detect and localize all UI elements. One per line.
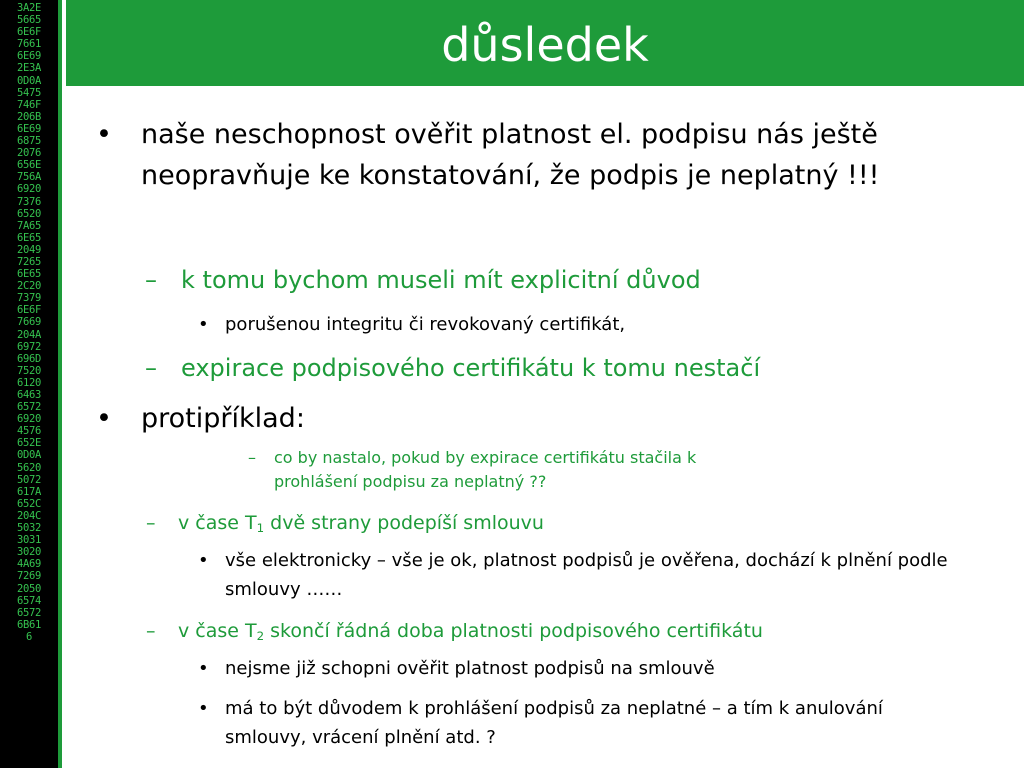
hex-line: 617A [16,485,42,498]
bullet-marker: • [96,403,112,434]
title-bar [66,0,1024,86]
sub-bullet-text-t2 [178,616,966,646]
sub-bullet-item [66,508,966,538]
dash-marker: – [146,512,156,534]
hex-line: 6E65 [16,231,42,244]
hex-line: 5665 [16,14,42,27]
hex-line: 7520 [16,364,42,377]
sub-bullet-text: k tomu bychom museli mít explicitní důvod [181,266,701,294]
hex-line: 2049 [16,243,42,256]
hex-line: 6572 [16,401,42,414]
hex-code-column [0,2,58,643]
t2-prefix: v čase T [178,620,257,642]
sub-sub-bullet-item [66,310,966,339]
hex-line: 3031 [16,534,42,547]
t1-prefix: v čase T [178,512,257,534]
dash-marker: – [145,354,157,382]
bullet-text: protipříklad: [141,403,305,434]
sub-sub-bullet-item [66,654,966,683]
hex-line: 6574 [16,594,42,607]
hex-line: 3020 [16,546,42,559]
sub-sub-bullet-item [66,546,966,604]
hex-line: 2C20 [16,280,42,293]
hex-line: 3A2E [16,2,42,14]
bullet-marker: • [198,658,209,679]
t1-suffix: dvě strany podepíší smlouvu [264,512,544,534]
hex-line: 6875 [16,135,42,148]
hex-line: 4A69 [16,558,42,571]
hex-line: 6E65 [16,268,42,281]
bullet-marker: • [198,698,209,719]
hex-line: 4576 [16,425,42,438]
hex-line: 6520 [16,207,42,220]
t1-subscript: 1 [256,520,265,535]
sub-bullet-text-t1 [178,508,966,538]
hex-line: 7661 [16,38,42,51]
bullet-marker: • [198,550,209,571]
hex-line: 652E [16,437,42,450]
hex-line: 204C [16,509,42,522]
t2-suffix: skončí řádná doba platnosti podpisového certifikátu [264,620,763,642]
sub-sub-bullet-text: má to být důvodem k prohlášení podpisů za neplatné – a tím k anulování smlouvy, vrácení plnění atd. ? [225,698,883,748]
hex-line: 7265 [16,255,42,268]
hex-line: 204A [16,328,42,341]
hex-line: 6E69 [16,50,42,63]
hex-line: 5072 [16,473,42,486]
hex-line: 7669 [16,316,42,329]
dash-marker: – [145,266,157,294]
note-item [66,446,806,494]
hex-line: 6572 [16,606,42,619]
hex-line: 6920 [16,183,42,196]
hex-line: 0D0A [16,74,42,87]
hex-line: 5032 [16,522,42,535]
hex-line: 6120 [16,376,42,389]
hex-line: 7269 [16,570,42,583]
hex-line: 6E6F [16,26,42,39]
bullet-item [66,398,966,439]
hex-sidebar [0,0,62,768]
hex-line: 7A65 [16,219,42,232]
hex-line: 652C [16,497,42,510]
hex-line: 6E69 [16,122,42,135]
hex-line: 6920 [16,413,42,426]
hex-line: 2076 [16,147,42,160]
sub-bullet-item [66,616,966,646]
sub-bullet-item [66,264,966,296]
sub-sub-bullet-item [66,694,966,752]
hex-line: 2E3A [16,62,42,75]
hex-line: 206B [16,110,42,123]
dash-marker: – [146,620,156,642]
hex-line: 756A [16,171,42,184]
slide-title: důsledek [441,18,649,72]
slide-content [66,86,1024,768]
bullet-marker: • [96,119,112,150]
hex-line: 7376 [16,195,42,208]
hex-line: 6972 [16,340,42,353]
hex-line: 6B61 [16,618,42,631]
sub-bullet-item [66,352,966,384]
hex-line: 656E [16,159,42,172]
sub-bullet-text: expirace podpisového certifikátu k tomu nestačí [181,354,761,382]
dash-marker: – [248,448,256,467]
bullet-marker: • [198,314,209,335]
hex-line: 746F [16,98,42,111]
t2-subscript: 2 [256,628,265,643]
bullet-text: naše neschopnost ověřit platnost el. podpisu nás ještě neopravňuje ke konstatování, že podpis je neplatný !!! [141,119,880,191]
hex-line: 5475 [16,86,42,99]
sub-sub-bullet-text: vše elektronicky – vše je ok, platnost podpisů je ověřena, dochází k plnění podle smlouvy …… [225,550,948,600]
hex-line: 5620 [16,461,42,474]
hex-line: 6 [25,630,33,643]
sub-sub-bullet-text: porušenou integritu či revokovaný certifikát, [225,314,626,335]
bullet-item [66,114,966,196]
hex-line: 0D0A [16,449,42,462]
hex-line: 6463 [16,389,42,401]
hex-line: 7379 [16,292,42,305]
hex-line: 696D [16,352,42,365]
hex-line: 2050 [16,582,42,595]
sub-sub-bullet-text: nejsme již schopni ověřit platnost podpisů na smlouvě [225,658,715,679]
note-text: co by nastalo, pokud by expirace certifikátu stačila k prohlášení podpisu za neplatný ?? [274,448,697,491]
hex-line: 6E6F [16,304,42,317]
